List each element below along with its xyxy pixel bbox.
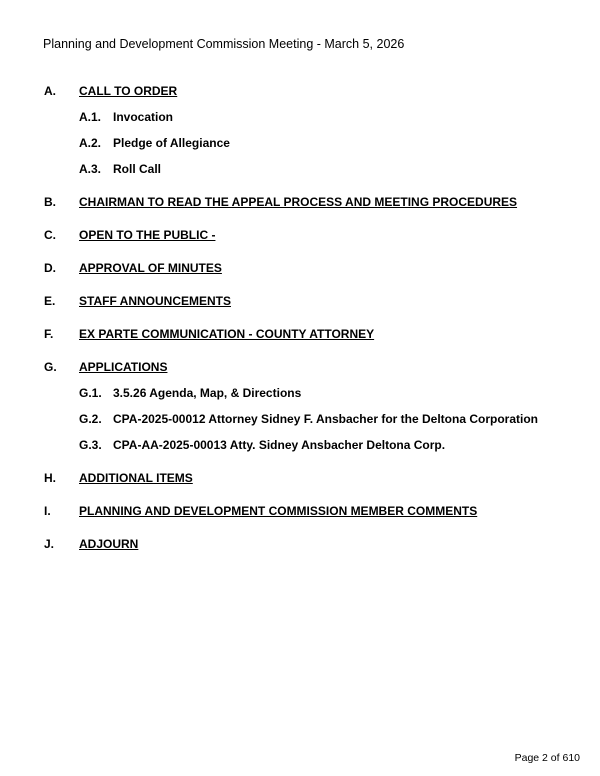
item-letter: G. <box>44 360 57 374</box>
subitem-text: 3.5.26 Agenda, Map, & Directions <box>113 386 302 400</box>
item-title: APPROVAL OF MINUTES <box>79 261 222 275</box>
subitem-text: CPA-AA-2025-00013 Atty. Sidney Ansbacher Deltona Corp. <box>113 438 446 452</box>
agenda-item-a <box>44 84 177 98</box>
agenda-subitem-a3 <box>79 162 161 176</box>
subitem-number: A.3. <box>79 162 102 176</box>
item-title: STAFF ANNOUNCEMENTS <box>79 294 231 308</box>
item-letter: D. <box>44 261 56 275</box>
item-title: APPLICATIONS <box>79 360 168 374</box>
agenda-item-f <box>44 327 374 341</box>
item-letter: F. <box>44 327 54 341</box>
agenda-subitem-g1 <box>79 386 301 400</box>
page-number: Page 2 of 610 <box>514 752 580 764</box>
agenda-item-i <box>44 504 477 518</box>
item-letter: A. <box>44 84 56 98</box>
subitem-text: CPA-2025-00012 Attorney Sidney F. Ansbacher for the Deltona Corporation <box>113 412 538 426</box>
agenda-subitem-g2 <box>79 412 538 426</box>
item-title: PLANNING AND DEVELOPMENT COMMISSION MEMBER COMMENTS <box>79 504 478 518</box>
item-title: CALL TO ORDER <box>79 84 178 98</box>
subitem-number: A.2. <box>79 136 102 150</box>
subitem-text: Invocation <box>113 110 174 124</box>
agenda-item-e <box>44 294 231 308</box>
item-title: ADDITIONAL ITEMS <box>79 471 193 485</box>
agenda-subitem-g3 <box>79 438 445 452</box>
subitem-text: Roll Call <box>113 162 162 176</box>
agenda-item-b <box>44 195 517 209</box>
document-header: Planning and Development Commission Meeting - March 5, 2026 <box>43 37 405 51</box>
item-letter: I. <box>44 504 51 518</box>
agenda-item-h <box>44 471 193 485</box>
item-letter: J. <box>44 537 55 551</box>
item-letter: B. <box>44 195 56 209</box>
subitem-number: G.2. <box>79 412 102 426</box>
item-letter: C. <box>44 228 56 242</box>
agenda-item-c <box>44 228 215 242</box>
item-letter: H. <box>44 471 56 485</box>
agenda-subitem-a2 <box>79 136 230 150</box>
item-title: ADJOURN <box>79 537 139 551</box>
subitem-number: G.1. <box>79 386 102 400</box>
subitem-number: A.1. <box>79 110 102 124</box>
agenda-item-j <box>44 537 138 551</box>
subitem-number: G.3. <box>79 438 102 452</box>
agenda-subitem-a1 <box>79 110 173 124</box>
subitem-text: Pledge of Allegiance <box>113 136 230 150</box>
item-title: EX PARTE COMMUNICATION - COUNTY ATTORNEY <box>79 327 375 341</box>
item-letter: E. <box>44 294 56 308</box>
item-title: OPEN TO THE PUBLIC - <box>79 228 216 242</box>
agenda-item-d <box>44 261 222 275</box>
item-title: CHAIRMAN TO READ THE APPEAL PROCESS AND MEETING PROCEDURES <box>79 195 518 209</box>
agenda-item-g <box>44 360 167 374</box>
